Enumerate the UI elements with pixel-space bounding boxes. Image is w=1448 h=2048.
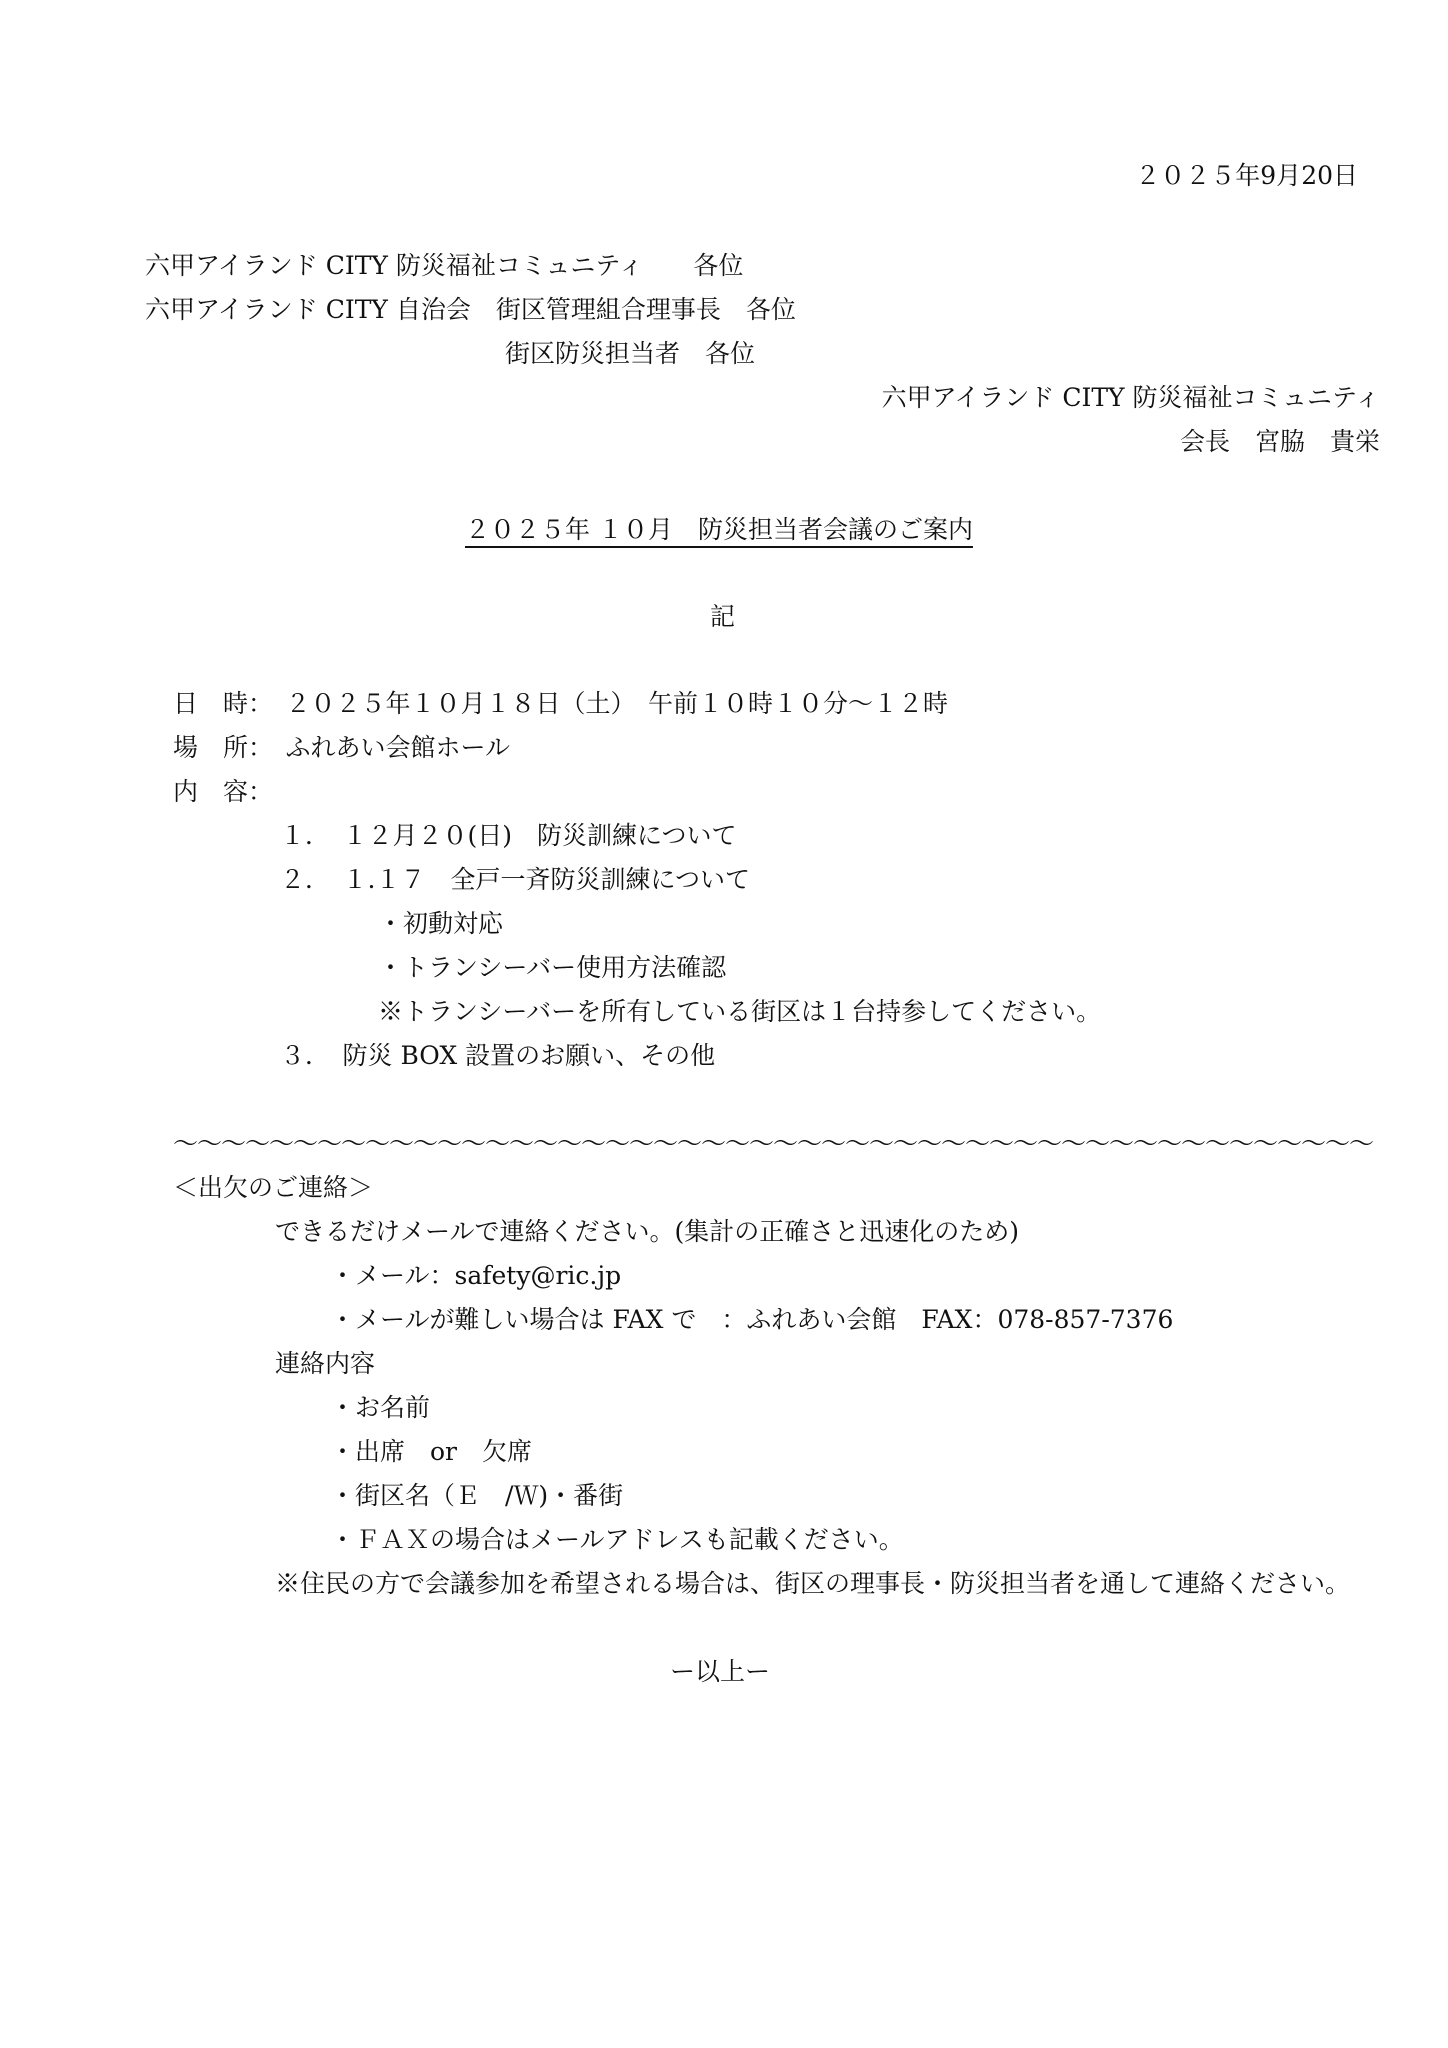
agenda-note: ※トランシーバーを所有している街区は１台持参してください。 <box>378 997 1102 1026</box>
meeting-datetime: 日 時： ２０２５年１０月１８日（土） 午前１０時１０分～１２時 <box>173 689 949 718</box>
rsvp-item-fax-note: ・ＦＡＸの場合はメールアドレスも記載ください。 <box>330 1525 904 1554</box>
rsvp-item-name: ・お名前 <box>330 1393 431 1422</box>
rsvp-note: ※住民の方で会議参加を希望される場合は、街区の理事長・防災担当者を通して連絡ください。 <box>275 1569 1351 1598</box>
rsvp-content-heading: 連絡内容 <box>275 1349 376 1378</box>
recipient-line-1: 六甲アイランド CITY 防災福祉コミュニティ 各位 <box>145 251 744 280</box>
agenda-subitem-2: ・トランシーバー使用方法確認 <box>378 953 727 982</box>
agenda-item-1: １． １２月２０(日) 防災訓練について <box>280 821 737 850</box>
rsvp-item-block: ・街区名（Ｅ /Ｗ)・番街 <box>330 1481 624 1510</box>
rsvp-intro: できるだけメールで連絡ください。(集計の正確さと迅速化のため) <box>275 1217 1020 1246</box>
rsvp-email: ・メール：safety@ric.jp <box>330 1261 622 1290</box>
sender-name: 会長 宮脇 貴栄 <box>1179 427 1380 456</box>
closing-text: ー以上ー <box>670 1657 771 1686</box>
agenda-item-3: ３． 防災 BOX 設置のお願い、その他 <box>280 1041 716 1070</box>
agenda-item-2: ２． １.１７ 全戸一斉防災訓練について <box>280 865 750 894</box>
rsvp-item-attendance: ・出席 or 欠席 <box>330 1437 533 1466</box>
ki-heading: 記 <box>710 602 736 631</box>
meeting-content-label: 内 容： <box>173 777 274 806</box>
recipient-line-3: 街区防災担当者 各位 <box>505 339 756 368</box>
document-date: ２０２５年9月20日 <box>1135 161 1358 190</box>
rsvp-heading: ＜出欠のご連絡＞ <box>173 1173 374 1202</box>
recipient-line-2: 六甲アイランド CITY 自治会 街区管理組合理事長 各位 <box>145 295 796 324</box>
meeting-place: 場 所： ふれあい会館ホール <box>173 733 511 762</box>
wave-separator: ～～～～～～～～～～～～～～～～～～～～～～～～～～～～～～～～～～～～～～～～～～～～～～～～～～ <box>173 1129 1374 1158</box>
sender-organization: 六甲アイランド CITY 防災福祉コミュニティ <box>881 383 1380 412</box>
rsvp-fax: ・メールが難しい場合は FAX で ：ふれあい会館 FAX：078-857-7376 <box>330 1305 1174 1334</box>
agenda-subitem-1: ・初動対応 <box>378 909 504 938</box>
document-title: ２０２５年 １０月 防災担当者会議のご案内 <box>465 515 973 544</box>
